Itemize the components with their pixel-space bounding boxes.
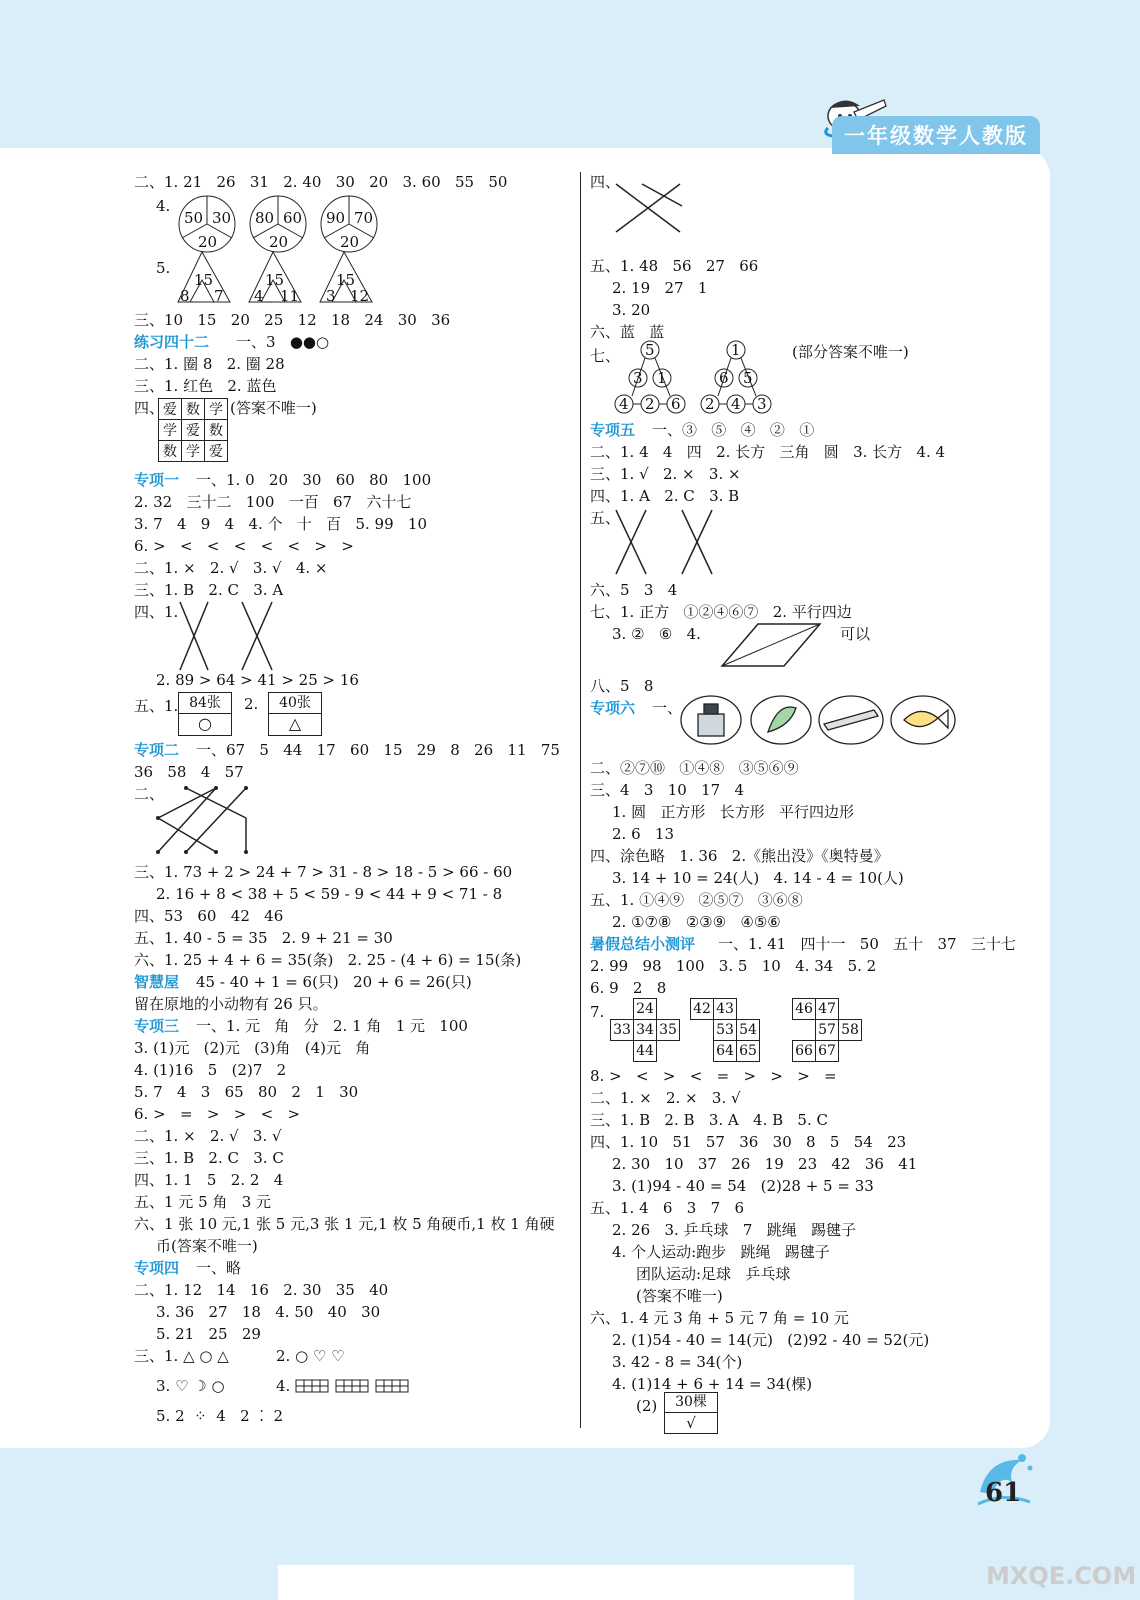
matching-lines-4 (612, 508, 732, 578)
grid-cell: 34 (634, 1020, 657, 1041)
watermark-url: MXQE.COM (986, 1562, 1137, 1590)
parallelogram-shape (722, 622, 822, 668)
text-line: 4. (156, 197, 171, 215)
pyramid-value: 6 (719, 369, 729, 387)
circle-value: 60 (283, 209, 303, 227)
text-line: 2. ①⑦⑧ ②③⑨ ④⑤⑥ (612, 913, 781, 931)
circle-value: 20 (198, 233, 218, 251)
text-line: 7. (590, 1003, 605, 1021)
text-line: 45 - 40 + 1 = 6(只) 20 + 6 = 26(只) (196, 973, 472, 991)
text-line: 2. 16 + 8 < 38 + 5 < 59 - 9 < 44 + 9 < 71 - 8 (156, 885, 503, 903)
grid-cell: 53 (714, 1020, 737, 1041)
text-line: 二、1. 21 26 31 2. 40 30 20 3. 60 55 50 (134, 173, 508, 191)
pyramid-value: 6 (671, 395, 681, 413)
text-line: 3. ② ⑥ 4. (612, 625, 701, 643)
text-line: 二、1. 圈 8 2. 圈 28 (134, 355, 285, 373)
grid-cell: 数 (159, 441, 182, 462)
text-line: 2. (244, 695, 259, 713)
pyramid-value: 3 (633, 369, 643, 387)
text-line: 3. 20 (612, 301, 651, 319)
pyramid-value: 4 (619, 395, 629, 413)
text-line: 团队运动:足球 乒乓球 (636, 1265, 791, 1283)
grid-cell: 爱 (159, 399, 182, 420)
text-line: 5. (156, 259, 171, 277)
text-line: 五、1. ①④⑨ ②⑤⑦ ③⑥⑧ (590, 891, 803, 909)
grid-cell: 学 (159, 420, 182, 441)
section-heading: 暑假总结小测评 (590, 935, 696, 953)
grid-cell: 44 (634, 1041, 657, 1062)
character-grid (158, 398, 228, 462)
text-line: 4. (1)14 + 6 + 14 = 34(棵) (612, 1375, 813, 1393)
text-line: 2. (1)54 - 40 = 14(元) (2)92 - 40 = 52(元) (612, 1331, 930, 1349)
text-line: 五、1. 40 - 5 = 35 2. 9 + 21 = 30 (134, 929, 393, 947)
grid-cell: 数 (205, 420, 228, 441)
text-line: 1. 圆 正方形 长方形 平行四边形 (612, 803, 854, 821)
text-line: 五、1. 4 6 3 7 6 (590, 1199, 745, 1217)
grid-cell: 47 (816, 999, 839, 1020)
text-line: 六、蓝 蓝 (590, 323, 665, 341)
text-line: 二、1. × 2. √ 3. √ (134, 1127, 282, 1145)
text-line: 3. 36 27 18 4. 50 40 30 (156, 1303, 381, 1321)
text-line: 五、1. (134, 697, 179, 715)
text-line: 3. (1)元 (2)元 (3)角 (4)元 角 (134, 1039, 371, 1057)
grid-figures-icon (296, 1378, 412, 1394)
text-line: 4. 个人运动:跑步 跳绳 踢毽子 (612, 1243, 830, 1261)
text-line: 四、1. 1 5 2. 2 4 (134, 1171, 284, 1189)
grid-cell: 58 (839, 1020, 862, 1041)
text-line: 四、1. A 2. C 3. B (590, 487, 740, 505)
text-line: 五、 (590, 509, 621, 527)
triangle-shape: △ (288, 714, 302, 733)
triangle-value: 3 (326, 287, 336, 305)
text-line: 七、1. 正方 ①②④⑥⑦ 2. 平行四边 (590, 603, 852, 621)
circle-value: 20 (269, 233, 289, 251)
matching-lines-3 (612, 180, 692, 240)
pyramid-value: 1 (657, 369, 667, 387)
text-line: 一、③ ⑤ ④ ② ① (652, 421, 815, 439)
text-line: (答案不唯一) (636, 1287, 723, 1305)
pyramid-value: 5 (743, 369, 753, 387)
column-divider (580, 172, 581, 1428)
section-heading: 练习四十二 (134, 333, 210, 351)
triangle-value: 12 (350, 287, 370, 305)
grid-cell: 67 (816, 1041, 839, 1062)
object-pictures (680, 694, 970, 746)
grid-cell: 64 (714, 1041, 737, 1062)
box-label: 40张 (269, 693, 321, 714)
matching-lines-1 (176, 600, 286, 674)
pyramid-value: 1 (731, 341, 741, 359)
triangle-value: 7 (214, 287, 224, 305)
grid-cell: 66 (793, 1041, 816, 1062)
grid-cell: 43 (714, 999, 737, 1020)
text-line: 币(答案不唯一) (156, 1237, 258, 1255)
text-line: 3. 42 - 8 = 34(个) (612, 1353, 743, 1371)
text-line: 三、4 3 10 17 4 (590, 781, 745, 799)
section-heading: 专项四 (134, 1259, 180, 1277)
triangle-value: 11 (280, 287, 300, 305)
section-heading: 专项六 (590, 699, 636, 717)
text-line: 一、3 ●●○ (236, 333, 330, 351)
text-line: 3. (1)94 - 40 = 54 (2)28 + 5 = 33 (612, 1177, 874, 1195)
text-line: 可以 (840, 625, 871, 643)
text-line: 2. ○ ♡ ♡ (276, 1347, 345, 1365)
text-line: 36 58 4 57 (134, 763, 244, 781)
grid-cell: 46 (793, 999, 816, 1020)
circle-value: 30 (212, 209, 232, 227)
grid-cell: 54 (737, 1020, 760, 1041)
text-line: 2. 19 27 1 (612, 279, 708, 297)
text-line: 一、1. 0 20 30 60 80 100 (196, 471, 432, 489)
pyramid-value: 2 (645, 395, 655, 413)
grid-cell: 35 (657, 1020, 680, 1041)
grid-cell: 57 (816, 1020, 839, 1041)
box-label: 84张 (179, 693, 231, 714)
text-line: 二、1. × 2. √ 3. √ 4. × (134, 559, 328, 577)
text-line: 三、10 15 20 25 12 18 24 30 36 (134, 311, 451, 329)
text-line: 三、1. 红色 2. 蓝色 (134, 377, 277, 395)
text-line: 2. 99 98 100 3. 5 10 4. 34 5. 2 (590, 957, 877, 975)
triangle-value: 8 (180, 287, 190, 305)
header-title: 一年级数学人教版 (832, 116, 1040, 154)
grid-cell: 33 (611, 1020, 634, 1041)
text-line: 一、67 5 44 17 60 15 29 8 26 11 75 (196, 741, 560, 759)
grid-cell: 65 (737, 1041, 760, 1062)
text-line: 一、1. 元 角 分 2. 1 角 1 元 100 (196, 1017, 468, 1035)
text-line: 六、5 3 4 (590, 581, 678, 599)
text-line: 三、1. B 2. C 3. C (134, 1149, 284, 1167)
text-line: 二、 (134, 785, 165, 803)
text-line: 8. > < > < = > > > = (590, 1067, 837, 1085)
number-cross-1 (610, 998, 680, 1062)
section-heading: 专项三 (134, 1017, 180, 1035)
box-label: 30棵 (665, 1393, 717, 1413)
circle-value: 50 (184, 209, 204, 227)
text-line: 四、 (134, 399, 165, 417)
text-line: 二、②⑦⑩ ①④⑧ ③⑤⑥⑨ (590, 759, 799, 777)
text-line: 6. > < < < < < > > (134, 537, 354, 555)
text-line: 2. 6 13 (612, 825, 675, 843)
grid-cell: 爱 (205, 441, 228, 462)
pyramid-value: 4 (731, 395, 741, 413)
text-line: 六、1. 25 + 4 + 6 = 35(条) 2. 25 - (4 + 6) = 15(条) (134, 951, 522, 969)
text-line: 三、1. 73 + 2 > 24 + 7 > 31 - 8 > 18 - 5 > 66 - 60 (134, 863, 513, 881)
pyramid-value: 3 (757, 395, 767, 413)
text-line: 3. ♡ ☽ ○ (156, 1377, 225, 1395)
text-line: 4. (1)16 5 (2)7 2 (134, 1061, 287, 1079)
answer-box (178, 692, 232, 736)
text-line: 三、1. B 2. C 3. A (134, 581, 284, 599)
text-line: 3. 14 + 10 = 24(人) 4. 14 - 4 = 10(人) (612, 869, 904, 887)
text-line: (答案不唯一) (230, 399, 317, 417)
circle-shape: ○ (198, 714, 212, 733)
text-line: 2. 30 10 37 26 19 23 42 36 41 (612, 1155, 918, 1173)
section-heading: 专项五 (590, 421, 636, 439)
grid-cell: 数 (182, 399, 205, 420)
pyramid-value: 5 (645, 341, 655, 359)
answer-box (664, 1392, 718, 1434)
pyramid-value: 2 (705, 395, 715, 413)
text-line: 六、1 张 10 元,1 张 5 元,3 张 1 元,1 枚 5 角硬币,1 枚 1 角硬 (134, 1215, 555, 1233)
text-line: 5. 2 ⁘ 4 2 ⁚ 2 (156, 1407, 284, 1425)
text-line: 2. 32 三十二 100 一百 67 六十七 (134, 493, 412, 511)
text-line: 4. (276, 1377, 291, 1395)
circle-value: 80 (255, 209, 275, 227)
grid-cell: 爱 (182, 420, 205, 441)
text-line: (2) (636, 1397, 658, 1415)
text-line: 二、1. 4 4 四 2. 长方 三角 圆 3. 长方 4. 4 (590, 443, 946, 461)
grid-cell: 学 (205, 399, 228, 420)
text-line: 四、涂色略 1. 36 2.《熊出没》《奥特曼》 (590, 847, 889, 865)
text-line: 一、 (652, 699, 683, 717)
footer-bar (278, 1565, 854, 1600)
text-line: 留在原地的小动物有 26 只。 (134, 995, 328, 1013)
grid-cell: 24 (634, 999, 657, 1020)
text-line: 3. 7 4 9 4 4. 个 十 百 5. 99 10 (134, 515, 428, 533)
section-heading: 专项一 (134, 471, 180, 489)
number-cross-3 (792, 998, 862, 1062)
text-line: 2. 26 3. 乒乓球 7 跳绳 踢毽子 (612, 1221, 857, 1239)
circle-value: 20 (340, 233, 360, 251)
triangle-value: 4 (254, 287, 264, 305)
answer-box (268, 692, 322, 736)
text-line: 八、5 8 (590, 677, 654, 695)
text-line: 三、1. △ ○ △ (134, 1347, 229, 1365)
text-line: 2. 89 > 64 > 41 > 25 > 16 (156, 671, 359, 689)
number-cross-2 (690, 998, 760, 1062)
text-line: 四、53 60 42 46 (134, 907, 284, 925)
text-line: 6. 9 2 8 (590, 979, 667, 997)
text-line: 六、1. 4 元 3 角 + 5 元 7 角 = 10 元 (590, 1309, 849, 1327)
matching-lines-2 (154, 784, 264, 856)
page-number: 61 (985, 1478, 1022, 1508)
triangle-value: 15 (336, 271, 356, 289)
text-line: 一、略 (196, 1259, 242, 1277)
text-line: 四、 (590, 173, 621, 191)
text-line: 二、1. 12 14 16 2. 30 35 40 (134, 1281, 389, 1299)
text-line: 三、1. √ 2. × 3. × (590, 465, 741, 483)
text-line: (部分答案不唯一) (792, 343, 909, 361)
section-heading: 专项二 (134, 741, 180, 759)
grid-cell: 学 (182, 441, 205, 462)
text-line: 四、1. 10 51 57 36 30 8 5 54 23 (590, 1133, 907, 1151)
section-heading: 智慧屋 (134, 973, 180, 991)
text-line: 二、1. × 2. × 3. √ (590, 1089, 741, 1107)
check-mark: √ (686, 1414, 696, 1432)
text-line: 6. > = > > < > (134, 1105, 301, 1123)
text-line: 一、1. 41 四十一 50 五十 37 三十七 (718, 935, 1016, 953)
text-line: 七、 (590, 347, 621, 365)
text-line: 四、1. (134, 603, 179, 621)
circle-value: 70 (354, 209, 374, 227)
triangle-value: 15 (194, 271, 214, 289)
text-line: 五、1 元 5 角 3 元 (134, 1193, 272, 1211)
text-line: 三、1. B 2. B 3. A 4. B 5. C (590, 1111, 828, 1129)
triangle-value: 15 (265, 271, 285, 289)
text-line: 5. 21 25 29 (156, 1325, 261, 1343)
circle-value: 90 (326, 209, 346, 227)
text-line: 五、1. 48 56 27 66 (590, 257, 759, 275)
text-line: 5. 7 4 3 65 80 2 1 30 (134, 1083, 359, 1101)
grid-cell: 42 (691, 999, 714, 1020)
